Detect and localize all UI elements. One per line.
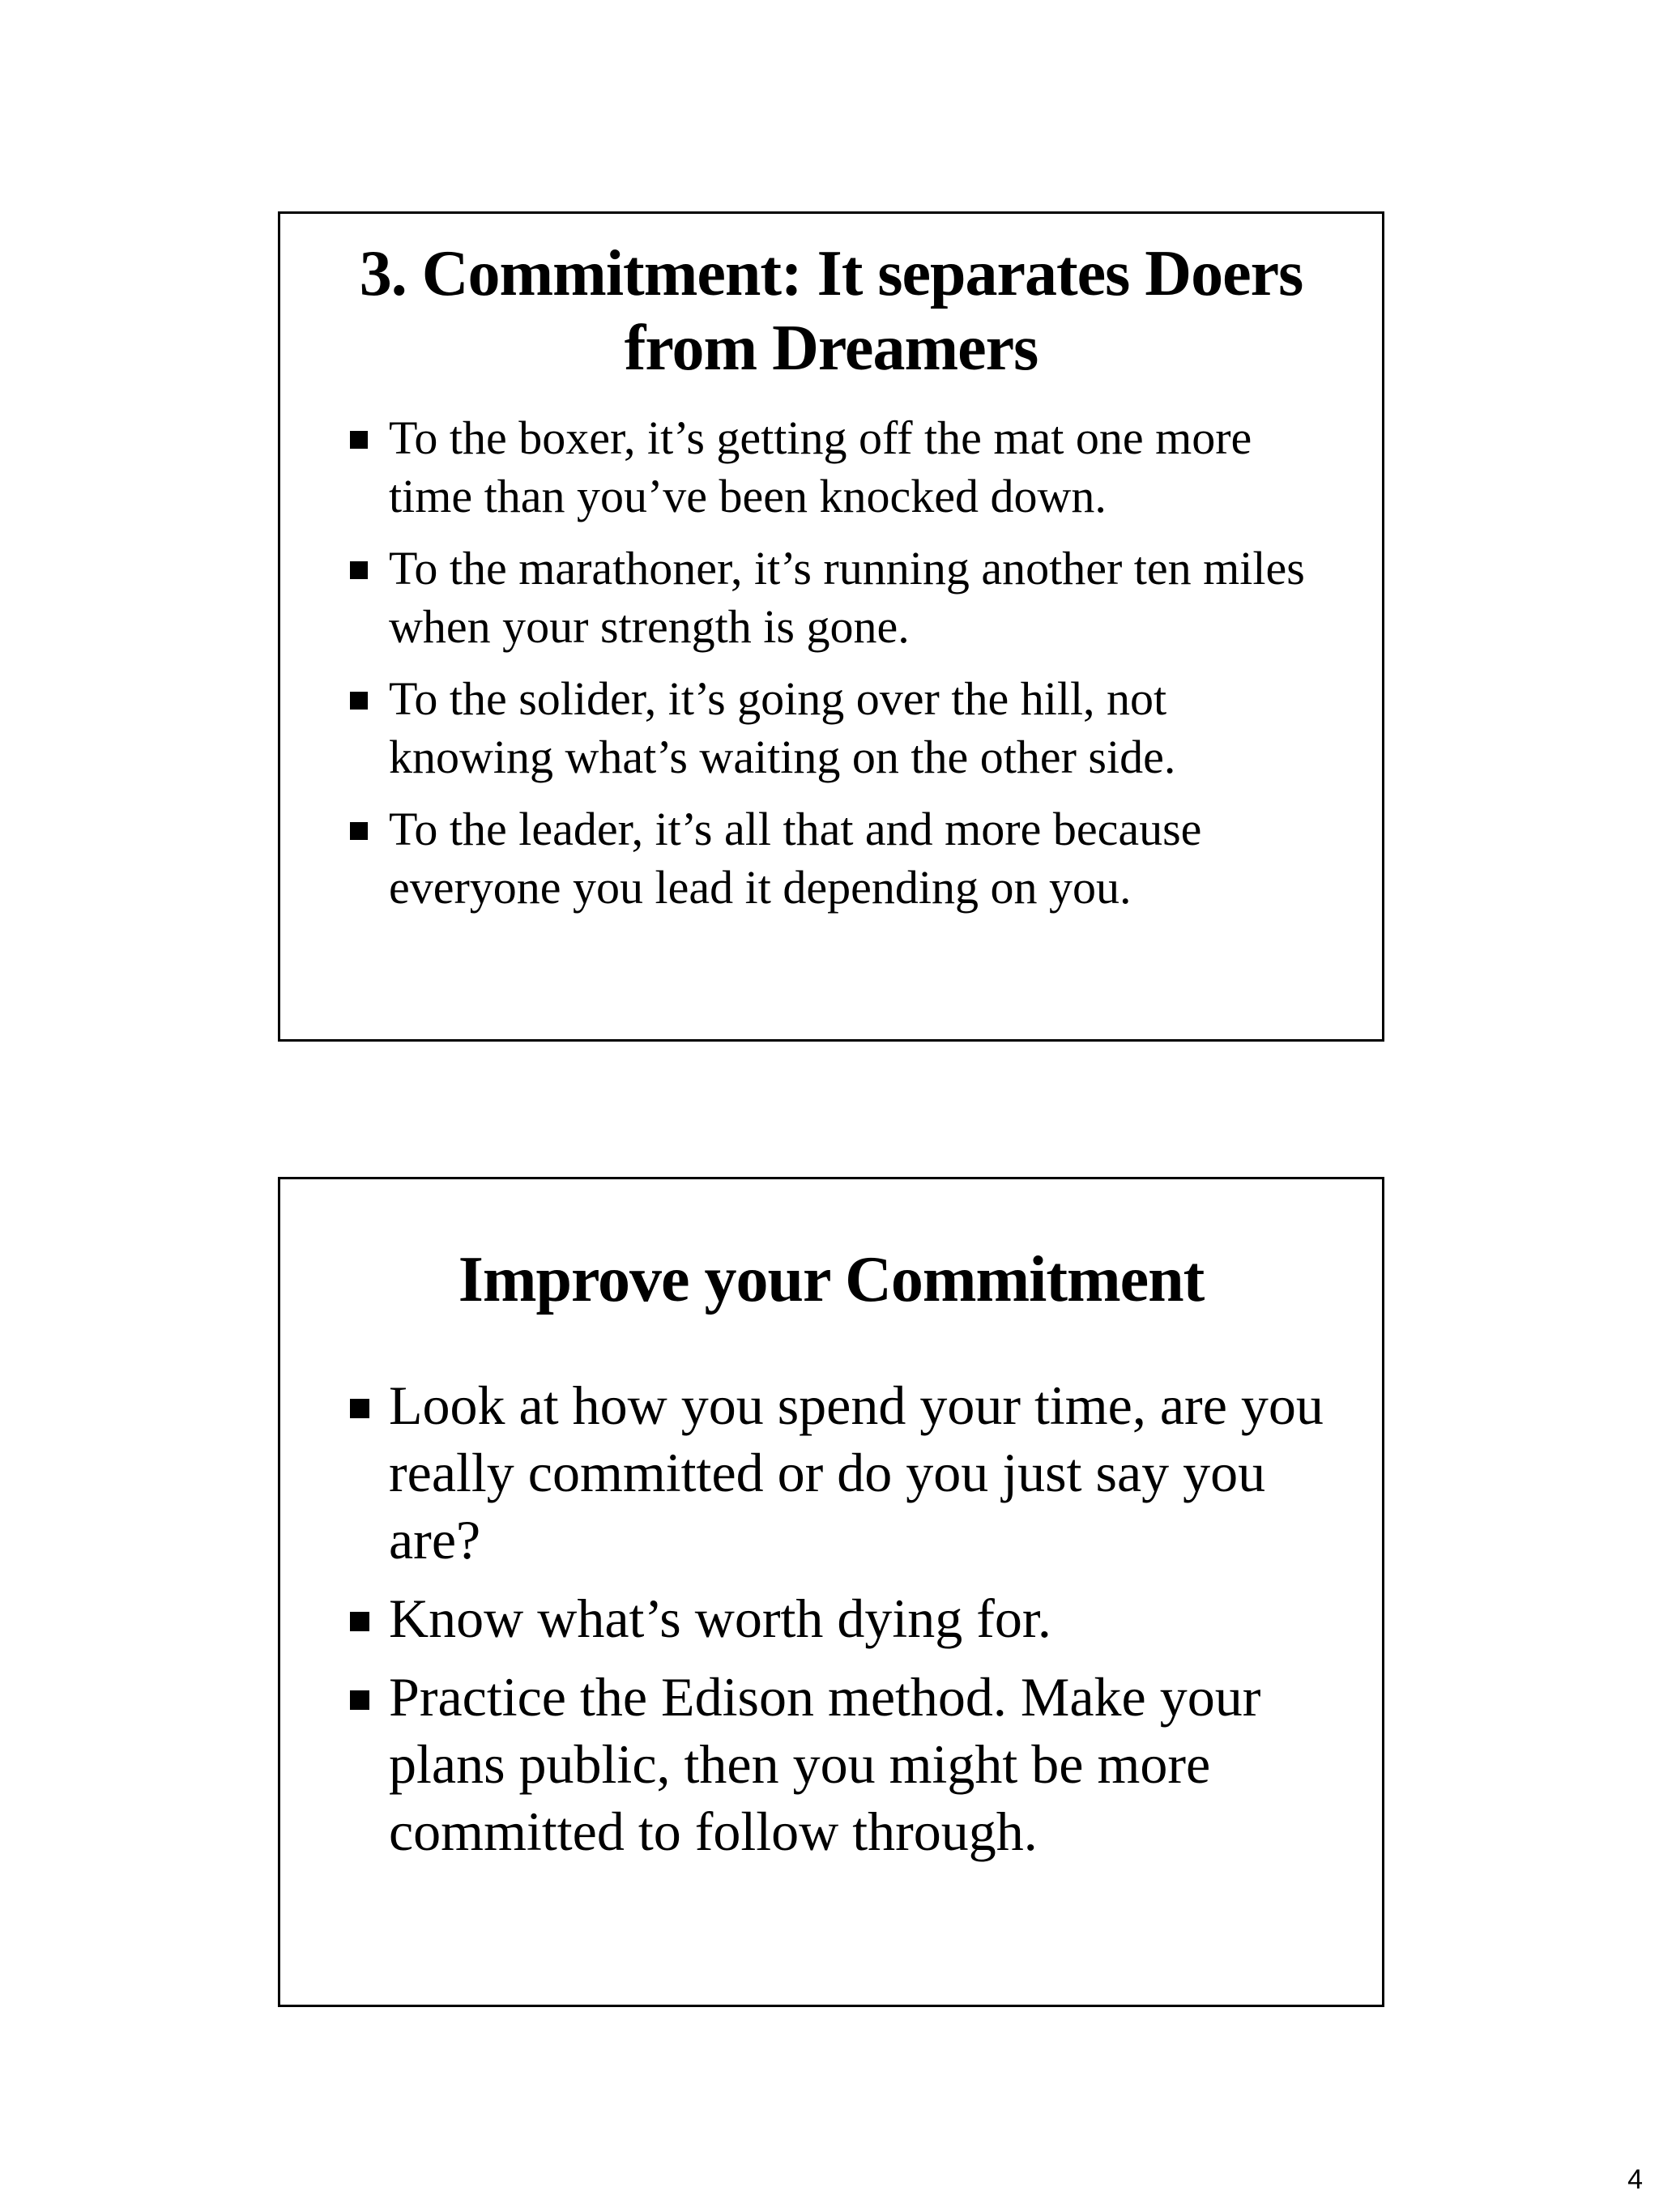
bullet-text: Look at how you spend your time, are you really committed or do you just say you are? [389, 1375, 1324, 1571]
bullet-item [350, 539, 1333, 656]
bullet-text: To the marathoner, it’s running another ten miles when your strength is gone. [389, 542, 1305, 653]
square-bullet-icon [350, 692, 368, 710]
bullet-item [350, 670, 1333, 786]
bullet-item [350, 409, 1333, 526]
slide-commitment [278, 211, 1384, 1042]
slide-title [313, 237, 1350, 386]
square-bullet-icon [350, 561, 368, 579]
square-bullet-icon [350, 1612, 369, 1631]
bullet-item [350, 800, 1333, 917]
bullet-list [350, 1372, 1333, 1877]
slide-improve-commitment [278, 1177, 1384, 2007]
bullet-item [350, 1664, 1333, 1865]
square-bullet-icon [350, 822, 368, 840]
square-bullet-icon [350, 1690, 369, 1710]
bullet-list [350, 409, 1333, 931]
bullet-text: To the leader, it’s all that and more because everyone you lead it depending on you. [389, 803, 1202, 914]
title-line-1: 3. Commitment: It separates Doers [359, 238, 1303, 309]
bullet-text: To the boxer, it’s getting off the mat one more time than you’ve been knocked down. [389, 411, 1252, 522]
page-number: 4 [1627, 2164, 1643, 2195]
bullet-text: Practice the Edison method. Make your plans public, then you might be more committed to follow through. [389, 1666, 1261, 1862]
bullet-text: To the solider, it’s going over the hill, not knowing what’s waiting on the other side. [389, 672, 1176, 783]
bullet-text: Know what’s worth dying for. [389, 1588, 1051, 1649]
square-bullet-icon [350, 1399, 369, 1418]
slide-title: Improve your Commitment [458, 1244, 1205, 1315]
bullet-item [350, 1585, 1333, 1652]
square-bullet-icon [350, 431, 368, 449]
title-line-2: from Dreamers [624, 313, 1038, 384]
bullet-item [350, 1372, 1333, 1574]
